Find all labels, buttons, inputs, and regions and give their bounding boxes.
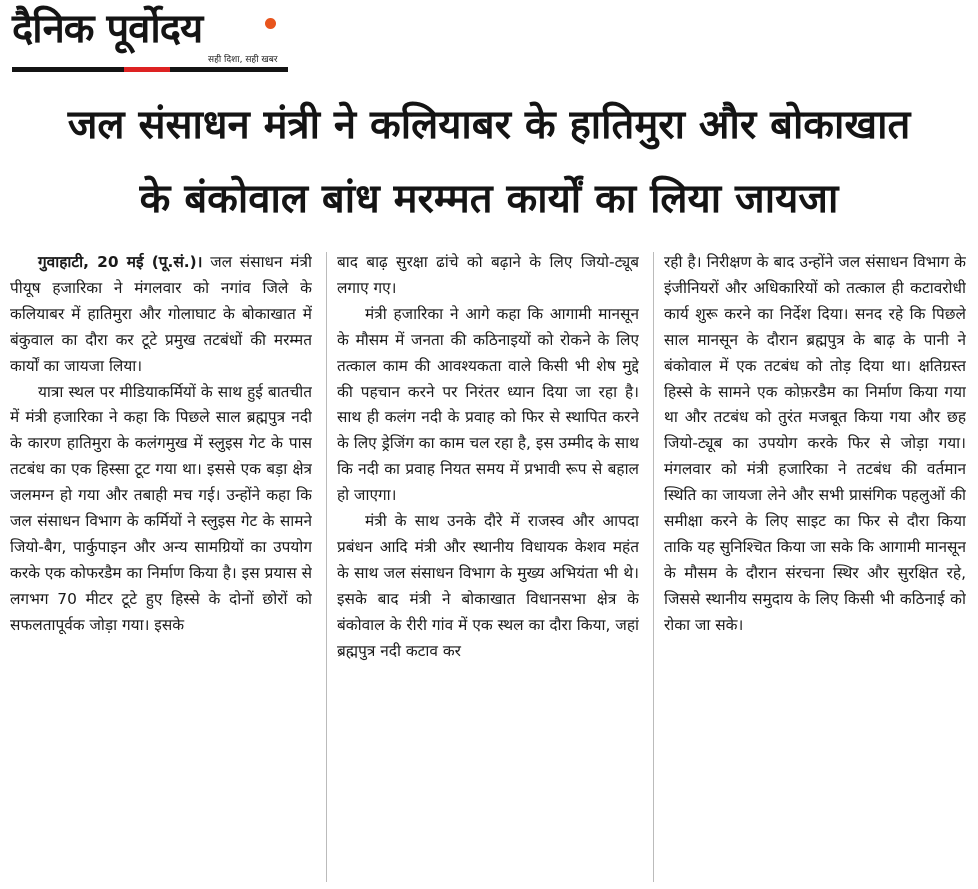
headline-line-2: के बंकोवाल बांध मरम्मत कार्यों का लिया जायजा (139, 176, 839, 222)
masthead-title: दैनिक पूर्वोदय (12, 6, 203, 52)
column-divider (326, 252, 327, 882)
masthead (12, 6, 288, 74)
article-paragraph: रही है। निरीक्षण के बाद उन्होंने जल संसाधन विभाग के इंजीनियरों और अधिकारियों को तत्काल ही कटावरोधी कार्य शुरू करने का निर्देश दिया। सनद रहे कि पिछले साल मानसून के दौरान ब्रह्मपुत्र के बाढ़ के पानी ने बंकोवाल में एक तटबंध को तोड़ दिया था। क्षतिग्रस्त हिस्से के सामने एक कोफ़रडैम का निर्माण किया गया था और तटबंध को तुरंत मजबूत किया गया और छह जियो-ट्यूब का उपयोग करके फिर से जोड़ा गया। मंगलवार को मंत्री हजारिका ने तटबंध की वर्तमान स्थिति का जायजा लेने और सभी प्रासंगिक पहलुओं की समीक्षा करने के लिए साइट का फिर से दौरा किया ताकि यह सुनिश्चित किया जा सके कि आगामी मानसून के मौसम के दौरान संरचना स्थिर और सुरक्षित रहे, जिससे स्थानीय समुदाय के लिए किसी भी कठिनाई को रोका जा सके। (664, 253, 966, 634)
article-paragraph: मंत्री हजारिका ने आगे कहा कि आगामी मानसून के मौसम में जनता की कठिनाइयों को रोकने के लिए तत्काल काम की आवश्यकता वाले किसी भी शेष मुद्दे की पहचान करने पर निरंतर ध्यान दिया जा रहा है। साथ ही कलंग नदी के प्रवाह को फिर से स्थापित करने के लिए ड्रेजिंग का काम चल रहा है, इस उम्मीद के साथ कि नदी का प्रवाह नियत समय में प्रभावी रूप से बहाल हो जाएगा। (337, 304, 639, 505)
article-paragraph (10, 250, 312, 380)
masthead-rule-accent (124, 67, 170, 72)
paragraph-text: जल संसाधन मंत्री पीयूष हजारिका ने मंगलवार को नगांव जिले के कलियाबर में हातिमुरा और गोलाघाट के बोकाखात में बंकुवाल का दौरा कर टूटे प्रमुख तटबंधों की मरम्मत कार्यों का जायजा लिया। (10, 253, 312, 375)
dateline: गुवाहाटी, 20 मई (पू.सं.)। (38, 253, 203, 271)
article-paragraph: यात्रा स्थल पर मीडियाकर्मियों के साथ हुई बातचीत में मंत्री हजारिका ने कहा कि पिछले साल ब्रह्मपुत्र नदी के कारण हातिमुरा के कलंगमुख में स्लुइस गेट के पास तटबंध का एक हिस्सा टूट गया था। इससे एक बड़ा क्षेत्र जलमग्न हो गया और तबाही मच गई। उन्होंने कहा कि जल संसाधन विभाग के कर्मियों ने स्लुइस गेट के सामने जियो-बैग, पार्कुपाइन और अन्य सामग्रियों का उपयोग करके एक कोफरडैम का निर्माण किया है। इस प्रयास से लगभग 70 मीटर टूटे हुए हिस्से के दोनों छोरों को सफलतापूर्वक जोड़ा गया। इसके (10, 382, 312, 634)
article-headline (0, 88, 978, 236)
article-paragraph: बाद बाढ़ सुरक्षा ढांचे को बढ़ाने के लिए जियो-ट्यूब लगाए गए। (337, 253, 639, 297)
article-column-2 (337, 250, 639, 886)
article-paragraph: मंत्री के साथ उनके दौरे में राजस्व और आपदा प्रबंधन आदि मंत्री और स्थानीय विधायक केशव महंत के साथ जल संसाधन विभाग के मुख्य अभियंता भी थे। इसके बाद मंत्री ने बोकाखात विधानसभा क्षेत्र के बंकोवाल के रीरी गांव में एक स्थल का दौरा किया, जहां ब्रह्मपुत्र नदी कटाव कर (337, 512, 639, 660)
column-divider (653, 252, 654, 882)
masthead-dot-icon (265, 18, 276, 29)
article-column-1 (10, 250, 312, 886)
headline-line-1: जल संसाधन मंत्री ने कलियाबर के हातिमुरा और बोकाखात (67, 102, 911, 148)
article-column-3 (664, 250, 966, 886)
masthead-tagline: सही दिशा, सही खबर (208, 55, 278, 65)
